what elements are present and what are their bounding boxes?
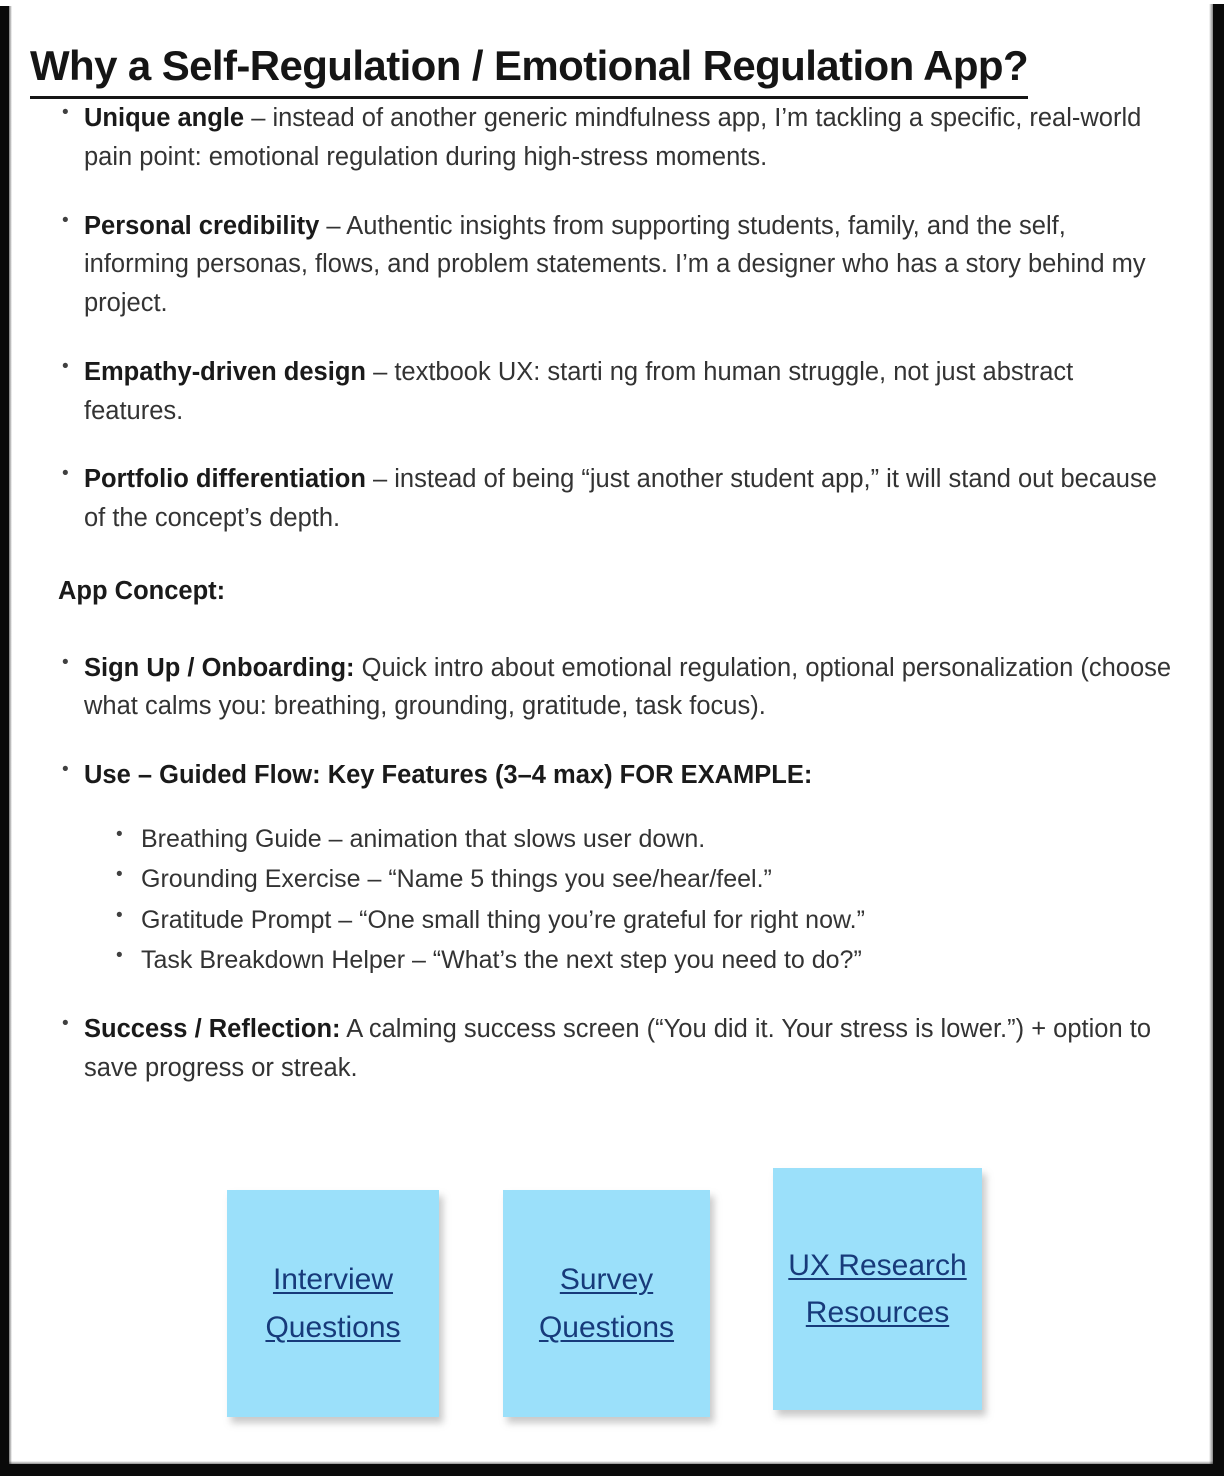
bullet-dot-icon: • bbox=[62, 209, 69, 231]
list-item-body: – instead of being “just another student app,” it will stand out because of the concept’s depth. bbox=[84, 465, 1157, 532]
list-item-lead: Empathy-driven design bbox=[84, 357, 366, 386]
list-item bbox=[58, 99, 1176, 177]
list-item-text: Breathing Guide – animation that slows user down. bbox=[141, 824, 706, 853]
link-card-row bbox=[12, 1155, 1210, 1455]
list-item-lead: Unique angle bbox=[84, 104, 245, 132]
bullet-dot-icon: • bbox=[62, 651, 69, 673]
slide-body bbox=[12, 99, 1210, 1087]
link-card-ux-research-resources[interactable] bbox=[773, 1168, 982, 1410]
page-title bbox=[12, 0, 1210, 99]
bullet-dot-icon: • bbox=[116, 823, 123, 845]
list-item bbox=[58, 207, 1176, 323]
list-item-body: – textbook UX: starti ng from human struggle, not just abstract features. bbox=[84, 357, 1074, 425]
link-card-survey-questions[interactable] bbox=[503, 1190, 710, 1417]
bullet-dot-icon: • bbox=[116, 945, 123, 967]
list-item bbox=[58, 942, 1176, 980]
list-item bbox=[58, 902, 1176, 940]
list-item-text bbox=[84, 99, 1176, 177]
slide-frame-right-edge bbox=[1213, 4, 1224, 1476]
bullet-dot-icon: • bbox=[62, 759, 69, 780]
list-item-body: A calming success screen (“You did it. Your stress is lower.”) + option to save progress or streak. bbox=[84, 1014, 1152, 1082]
link-card-label[interactable]: UX Research Resources bbox=[788, 1248, 967, 1329]
link-card-label[interactable]: Survey Questions bbox=[538, 1263, 675, 1344]
list-item-text bbox=[84, 649, 1176, 727]
list-item bbox=[58, 649, 1176, 727]
list-item-lead: Portfolio differentiation bbox=[84, 465, 366, 494]
list-item-lead: Use – Guided Flow: Key Features (3–4 max) FOR EXAMPLE: bbox=[84, 761, 813, 789]
list-item bbox=[58, 821, 1176, 859]
link-card-label[interactable]: Interview Questions bbox=[265, 1263, 401, 1344]
section-heading-app-concept: App Concept: bbox=[58, 576, 226, 605]
list-item bbox=[58, 353, 1176, 431]
page-title-text: Why a Self-Regulation / Emotional Regulation App? bbox=[30, 42, 1028, 99]
bullet-dot-icon: • bbox=[116, 904, 123, 926]
list-item-text bbox=[84, 207, 1176, 323]
list-item-text: Task Breakdown Helper – “What’s the next step you need to do?” bbox=[141, 946, 862, 975]
bullet-dot-icon: • bbox=[62, 102, 69, 123]
list-item bbox=[58, 756, 1176, 795]
bullet-dot-icon: • bbox=[62, 463, 69, 485]
list-item bbox=[58, 861, 1176, 899]
bullet-dot-icon: • bbox=[116, 864, 123, 886]
list-item-lead: Success / Reflection: bbox=[84, 1014, 341, 1043]
list-item-body: – instead of another generic mindfulness app, I’m tackling a specific, real-world pain point: emotional regulation during high-stress moments. bbox=[84, 104, 1142, 171]
bullet-dot-icon: • bbox=[62, 355, 69, 377]
link-card-interview-questions[interactable] bbox=[227, 1190, 439, 1417]
slide-canvas bbox=[12, 0, 1210, 1464]
list-item-text: Grounding Exercise – “Name 5 things you see/hear/feel.” bbox=[141, 865, 772, 894]
slide-frame-bottom-edge bbox=[0, 1464, 1224, 1476]
slide-frame-left-edge bbox=[0, 6, 9, 1476]
list-item-body: – Authentic insights from supporting students, family, and the self, informing personas, flows, and problem statements. I’m a designer who has a story behind my project. bbox=[84, 211, 1146, 317]
list-item-text bbox=[84, 460, 1176, 538]
list-item-text bbox=[84, 1010, 1176, 1088]
list-item-lead: Personal credibility bbox=[84, 211, 320, 240]
list-item-text bbox=[84, 353, 1176, 431]
list-item bbox=[58, 1010, 1176, 1088]
list-item bbox=[58, 460, 1176, 538]
list-item-text: Gratitude Prompt – “One small thing you’re grateful for right now.” bbox=[141, 905, 865, 934]
list-item-body: Quick intro about emotional regulation, optional personalization (choose what calms you: breathing, grounding, gratitude, task focus). bbox=[84, 653, 1172, 721]
list-item-lead: Sign Up / Onboarding: bbox=[84, 653, 355, 682]
list-item-text bbox=[84, 756, 1176, 795]
feature-sub-list bbox=[58, 821, 1176, 980]
bullet-dot-icon: • bbox=[62, 1012, 69, 1034]
